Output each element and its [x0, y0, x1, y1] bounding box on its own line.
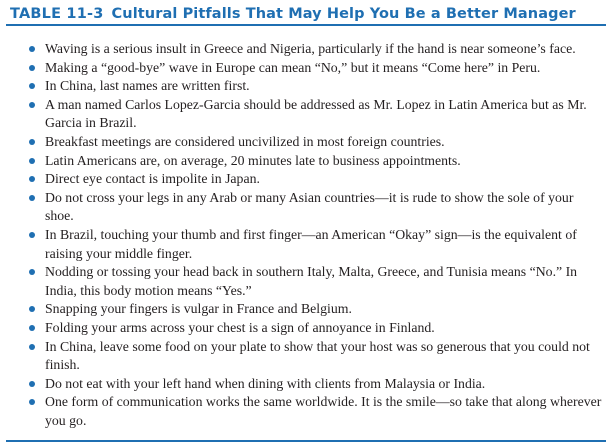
bullet-icon	[29, 65, 35, 71]
bullet-icon	[29, 139, 35, 145]
table-title-bar	[6, 4, 606, 26]
pitfall-list	[6, 40, 606, 430]
list-item	[6, 152, 606, 171]
list-item-text: Do not cross your legs in any Arab or many Asian countries—it is rude to show the sole of your shoe.	[45, 189, 574, 224]
list-item-text: In Brazil, touching your thumb and first finger—an American “Okay” sign—is the equivalent of raising your middle finger.	[45, 226, 577, 261]
list-item-text: Direct eye contact is impolite in Japan.	[45, 171, 260, 187]
list-item-text: One form of communication works the same worldwide. It is the smile—so take that along wherever you go.	[45, 394, 602, 428]
bullet-icon	[29, 381, 35, 387]
list-item	[6, 170, 606, 189]
bullet-icon	[29, 46, 35, 52]
list-item	[6, 338, 606, 375]
list-item-text: Snapping your fingers is vulgar in France and Belgium.	[45, 301, 352, 317]
list-item	[6, 300, 606, 319]
bullet-icon	[29, 399, 35, 405]
list-item-text: Nodding or tossing your head back in southern Italy, Malta, Greece, and Tunisia means “No.” In India, this body motion means “Yes.”	[45, 264, 578, 298]
bullet-icon	[29, 325, 35, 331]
list-item	[6, 96, 606, 133]
list-item	[6, 226, 606, 263]
bullet-icon	[29, 344, 35, 350]
list-item-text: Breakfast meetings are considered uncivilized in most foreign countries.	[45, 133, 445, 149]
bullet-icon	[29, 158, 35, 164]
list-item	[6, 59, 606, 78]
list-item	[6, 319, 606, 338]
bullet-icon	[29, 102, 35, 108]
cultural-pitfalls-table	[6, 4, 606, 442]
list-item	[6, 189, 606, 226]
bullet-icon	[29, 306, 35, 312]
list-item-text: Do not eat with your left hand when dining with clients from Malaysia or India.	[45, 375, 486, 391]
list-item	[6, 40, 606, 59]
bullet-icon	[29, 176, 35, 182]
list-item	[6, 393, 606, 430]
list-item	[6, 263, 606, 300]
bullet-icon	[29, 269, 35, 275]
bottom-divider	[6, 440, 606, 442]
list-item-text: Waving is a serious insult in Greece and Nigeria, particularly if the hand is near someone’s face.	[45, 41, 576, 56]
list-item-text: Latin Americans are, on average, 20 minutes late to business appointments.	[45, 152, 461, 168]
bullet-icon	[29, 195, 35, 201]
table-title: Cultural Pitfalls That May Help You Be a Better Manager	[111, 6, 576, 22]
list-item-text: In China, leave some food on your plate to show that your host was so generous that you could not finish.	[45, 338, 590, 373]
list-item	[6, 133, 606, 152]
list-item-text: A man named Carlos Lopez-Garcia should be addressed as Mr. Lopez in Latin America but as Mr. Garcia in Brazil.	[45, 96, 587, 131]
list-item-text: In China, last names are written first.	[45, 78, 250, 94]
list-item-text: Making a “good-bye” wave in Europe can mean “No,” but it means “Come here” in Peru.	[45, 59, 541, 75]
bullet-icon	[29, 83, 35, 89]
list-item	[6, 375, 606, 394]
bullet-icon	[29, 232, 35, 238]
list-item-text: Folding your arms across your chest is a sign of annoyance in Finland.	[45, 319, 435, 335]
table-label: TABLE 11-3	[10, 6, 104, 22]
list-item	[6, 77, 606, 96]
